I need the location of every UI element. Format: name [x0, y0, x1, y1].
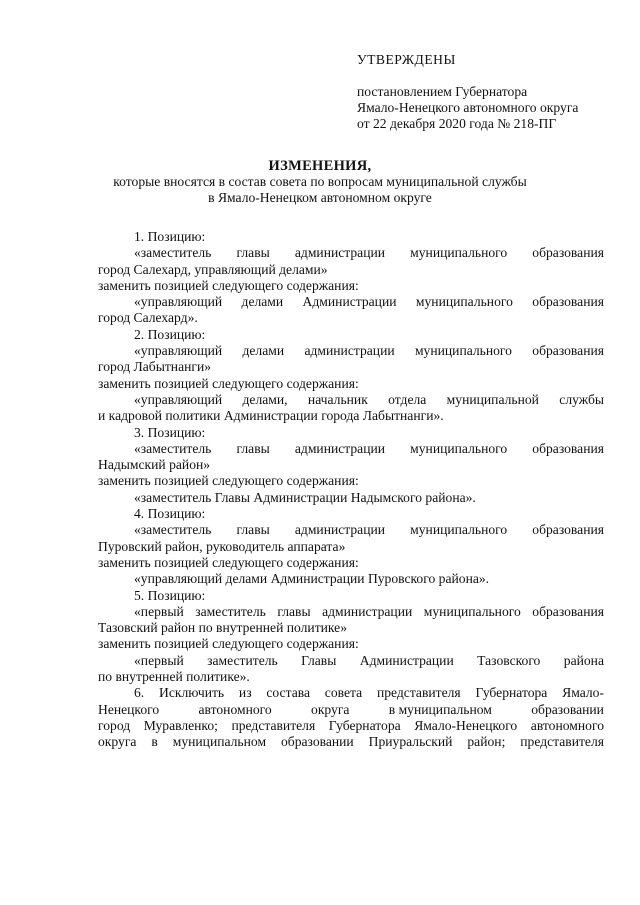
item-4-label: 4. Позицию:	[134, 506, 206, 522]
approval-heading: УТВЕРЖДЕНЫ	[357, 52, 456, 67]
item-1-old-line-1: «заместитель главы администрации муниципального образования	[134, 245, 604, 261]
approval-line-3: от 22 декабря 2020 года № 218-ПГ	[357, 116, 557, 131]
item-2-replace: заменить позицией следующего содержания:	[98, 375, 359, 391]
item-3-label: 3. Позицию:	[134, 424, 206, 440]
item-2-label: 2. Позицию:	[134, 326, 206, 342]
item-2-new-line-1: «управляющий делами, начальник отдела муниципальной службы	[134, 391, 604, 407]
item-3-new-line-1: «заместитель Главы Администрации Надымского района».	[134, 489, 476, 505]
item-1-replace: заменить позицией следующего содержания:	[98, 277, 359, 293]
item-5-new-line-1: «первый заместитель Главы Администрации Тазовского района	[134, 652, 604, 668]
item-6-line-4: округа в муниципальном образовании Приуральский район; представителя	[98, 734, 604, 750]
title-subtitle-2: в Ямало-Ненецком автономном округе	[208, 190, 432, 205]
item-3-old-line-2: Надымский район»	[98, 457, 211, 473]
item-5-old-line-2: Тазовский район по внутренней политике»	[98, 620, 348, 636]
approval-block	[357, 52, 578, 132]
item-3-replace: заменить позицией следующего содержания:	[98, 473, 359, 489]
item-1-old-line-2: город Салехард, управляющий делами»	[98, 261, 328, 277]
item-5-label: 5. Позицию:	[134, 587, 206, 603]
item-4-old-line-1: «заместитель главы администрации муниципального образования	[134, 522, 604, 538]
item-4-replace: заменить позицией следующего содержания:	[98, 554, 359, 570]
item-5-old-line-1: «первый заместитель главы администрации муниципального образования	[134, 603, 604, 619]
item-3-old-line-1: «заместитель главы администрации муниципального образования	[134, 440, 604, 456]
item-2-old-line-2: город Лабытнанги»	[98, 359, 212, 375]
item-4-new-line-1: «управляющий делами Администрации Пуровского района».	[134, 571, 490, 587]
title-subtitle-1: которые вносятся в состав совета по вопросам муниципальной службы	[113, 174, 527, 189]
item-5-replace: заменить позицией следующего содержания:	[98, 636, 359, 652]
item-1-new-line-2: город Салехард».	[98, 310, 198, 326]
item-6-word-1: Ненецкого	[98, 701, 160, 717]
document-title	[0, 158, 640, 206]
item-6-word-4: в муниципальном	[388, 701, 492, 717]
item-4-old-line-2: Пуровский район, руководитель аппарата»	[98, 538, 346, 554]
item-6-word-5: образовании	[531, 701, 604, 717]
item-6-line-2	[98, 702, 604, 718]
item-6-line-3: город Муравленко; представителя Губернатора Ямало-Ненецкого автономного	[98, 717, 604, 733]
item-6-word-2: автономного	[198, 701, 272, 717]
item-2-new-line-2: и кадровой политики Администрации города Лабытнанги».	[98, 408, 444, 424]
item-1-new-line-1: «управляющий делами Администрации муниципального образования	[134, 294, 604, 310]
item-2-old-line-1: «управляющий делами администрации муниципального образования	[134, 343, 604, 359]
item-5-new-line-2: по внутренней политике».	[98, 669, 250, 685]
approval-line-2: Ямало-Ненецкого автономного округа	[357, 100, 579, 115]
item-6-line-1: 6. Исключить из состава совета представителя Губернатора Ямало-	[134, 685, 604, 701]
item-6-word-3: округа	[311, 701, 350, 717]
item-1-label: 1. Позицию:	[134, 229, 206, 244]
document-body	[98, 229, 604, 751]
title-main: ИЗМЕНЕНИЯ,	[268, 158, 372, 174]
approval-line-1: постановлением Губернатора	[357, 84, 528, 99]
